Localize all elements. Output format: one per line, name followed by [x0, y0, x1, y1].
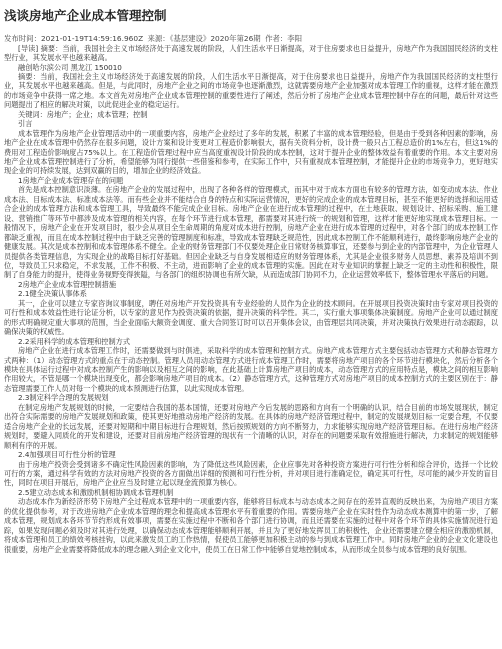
publish-time: 发布时间：2021-01-19T14:59:16.960Z — [4, 34, 144, 43]
paragraph: 成本管理作为房地产企业管理活动中的一项重要内容，房地产企业经过了多年的发展，积累了丰富的成本管理经验，但是由于受到各种因素的影响，房地产企业在成本管理中仍然存在很多问题，设计方案和设计变更对工程造价影响很大，据有关资料分析，设计费一般只占工程总造价的1%左右，但这1%的费用对工程造价影响度占75%以上。在工程造价管理过程中应当高度重视设计阶段的成本控制，这对于提升企业的整体效益有着重要的作用。本文主要对房地产企业成本管理控制进行了分析，希望能够为同行提供一些借鉴和参考，在实际工作中，只有重视成本管理控制，才能提升企业的市场竞争力，更好地实现企业的可持续发展，达到双赢的目的，增加企业的经济效益。 — [4, 128, 498, 176]
paragraph: 关键词：房地产；企业；成本管理；控制 — [18, 109, 148, 119]
paragraph: 在制定房地产发展规划的时候，一定要结合我国的基本国情，还要对房地产今后发展的思路和方向有一个明确的认识，结合目前的市场发展现状，制定出符合实际需要的房地产发展规划和政策，使其更好地推动房地产经济的发展。在具体的房地产经济管理过程中，制定的发展规划目标一定要合理，不仅要适合房地产企业的长远发展，还要对短期和中期目标进行合理规划，然后按照规划的方向不断努力，力求能够实现房地产经济管理目标。在进行房地产经济规划时，要避入同质化的开发和建设，还要对目前房地产经济管理的现状有一个清晰的认识，对存在的问题要采取有效措施进行解决，力求制定的规划能够顺利有序的开展。 — [4, 402, 498, 450]
paragraph: 融创哈尔滨公司 黑龙江 150010 — [18, 62, 122, 72]
author: 作者：李阳 — [265, 34, 303, 43]
paragraph: 摘要：当前，我国社会主义市场经济处于高速发展的阶段，人们生活水平日渐提高，对于住房要求也日益提升，房地产作为我国国民经济的支柱型行业，其发展水平也越来越高。但是，与此同时，房地产企业之间的市场竞争也逐渐激烈，这就需要房地产企业加强对成本管理工作的重视，这样才能在激烈的市场竞争中获得一席之地。本文首先对房地产企业成本管理控制的重要性进行了阐述，然后分析了房地产企业成本管理控制中存在的问题，最后针对这些问题提出了相应的解决对策，以此促进企业的稳定运行。 — [4, 71, 498, 110]
source: 来源：《基层建设》2020年第26期 — [147, 34, 261, 43]
section-heading: 引言 — [18, 119, 33, 129]
paragraph: 首先是成本控制意识淡薄。在房地产企业的发展过程中，出现了各种各样的管理模式，而其中对于成本方面也有较多的管理方法，如变动成本法、作业成本法、目标成本法、标准成本法等。而有些企业并不能结合自身的特点和实际运营情况，更好的完成企业的成本管理目标，甚至不能更好的选择和运用适合企业的成本管理方法和成本管理工具，导致最终不能完成企业目标。房地产企业在进行成本管理的过程中，在土地获取、规划设计、招标采购、施工建设、营销推广等环节中都涉及成本管理的相关内容，在每个环节进行成本管理，都需要对其进行统一的规划和管理，这样才能更好地实现成本管理目标。一般情况下，房地产企业在开发项目时，很少会从项目全生命周期的角度对成本进行控制，房地产企业在进行成本管理的过程中，对各个部门的成本控制工作都缺乏重视，而且在成本控制过程中由于缺乏完善的管理制度和标准，导致成本管理缺乏规范性，因此成本控制工作不能顺利进行，最终影响房地产企业的健康发展。其次是成本控制和成本管理体系不健全。企业的财务管理部门不仅要处理企业日常财务核算事宜，还要参与到企业的内部管理中，为企业管理人员提供各类管理信息，为实现企业的战略目标打好基础。但因企业缺乏与自身发展相适应的财务管理体系，尤其是企业很多财务人员思想、素养及培训不到位，导致员工只求稳定，不求发展，工作不积极、不主动，进而影响了企业的成本管理的实施。因此在对专业知识的掌握上缺乏一定的主动性和积极性，限制了自身能力的提升，使得业务视野变得狭隘，与各部门的组织协调也有所欠缺，从而造成部门协同不力，企业运营效率低下，整体管理水平落后的问题。 — [4, 185, 498, 280]
article-body — [4, 44, 498, 554]
article-title: 浅谈房地产企业成本管理控制 — [4, 8, 167, 23]
section-heading: 2.5建立动态成本和激励机制相协调成本管理机制 — [18, 487, 174, 497]
paragraph: [导读] 摘要：当前，我国社会主义市场经济处于高速发展的阶段，人们生活水平日渐提高，对于住房要求也日益提升，房地产作为我国国民经济的支柱型行业，其发展水平也越来越高。 — [4, 43, 498, 63]
paragraph: 其一，企业可以建立专家咨询议事制度，聘任对房地产开发投资具有专业经验的人员作为企业的技术顾问。在开展项目投资决策时由专家对项目投资的可行性和成本效益性进行论证分析，以专家的意见作为投资决策的依据，提升决策的科学性。其二，实行重大事项集体决策制度。房地产企业可以通过制度的形式明确规定重大事项的范围，当企业面临大额资金调度、重大合同签订时可以召开集体会议，由管理层共同决策，并对决策执行效果进行动态跟踪，以确保决策的权威性。 — [4, 298, 498, 337]
section-heading: 2.1健全决策认事体系 — [18, 289, 87, 299]
section-heading: 2.3制定科学合理的发展规划 — [18, 393, 109, 403]
section-heading: 2房地产企业成本管理控制措施 — [18, 279, 117, 289]
section-heading: 1房地产企业成本管理存在的问题 — [18, 175, 124, 185]
paragraph: 房地产企业在进行成本管理工作时，还需要做到与时俱进，采取科学的成本管理和控制方式。房地产成本管理方式主要包括动态管理方式和静态管理方式两种：（1）动态管理方式的重点在于动态控制。管理人员用动态管理方式进行成本管理工作时，需要将房地产项目的各个环节进行模块化，然后分析各个模块在具体运行过程中对成本控制产生的影响以及相互之间的影响，在此基础上计算房地产项目的成本，动态管理方式的应用特点是，模块之间的相互影响作用较大，不管是哪一个模块出现变化，都会影响房地产项目的成本。（2）静态管理方式，这种管理方式对房地产项目的成本控制方式的主要区别在于：静态管理需要工作人员对每一个模块的成本预测进行估算，以此实现成本管理。 — [4, 346, 498, 393]
section-heading: 2.4加强项目可行性分析的管理 — [18, 450, 116, 460]
paragraph: 动态成本作为新经济形势下房地产全过程成本管理中的一项重要内容，能够将目标成本与动态成本之间存在的差异直观的反映出来，为房地产项目方案的优化提供参考，对于改进房地产企业成本管理的理念和提高成本管理水平有着重要的作用。需要房地产企业在实时性作为动态成本测算中的第一步，了解成本管理，规划成本各环节节约形成有效事项，需要在实施过程中不断和各个部门进行协调，而且还需要在实施的过程中对各个环节的具体实施情况进行追踪，如果发现问题必须及时对其进行处理，以确保动态成本管理能够顺利开展，并且为了更好地发挥员工的积极性，企业还需要建立健全相应的激励机制，将成本管理和员工的绩效考核挂钩，以此来激发员工的工作热情，促使员工能够更加积极主动的参与到成本管理工作中。同时房地产企业的企业文化建设也很重要，房地产企业需要将降低成本的理念融入到企业文化中，使员工在日常工作中能够自觉地控制成本，从而形成全员参与成本管理的良好氛围。 — [4, 497, 498, 554]
article-meta — [4, 34, 498, 44]
paragraph: 由于房地产投资会受到诸多不确定性风险因素的影响，为了降低这些风险因素，企业应事先对各种投资方案进行可行性分析和综合评价，选择一个比较可行的方案，通过科学有效的方法对房地产投资的各方面做出详细的预测和可行性分析，并对项目进行准确定位，确定其可行性，尽可能的减少开发的盲目性，同时在项目开展后，房地产企业应当及时建立起以现金流预算为核心。 — [4, 459, 498, 488]
section-heading: 2.2采用科学的成本管理和控制方式 — [18, 336, 131, 346]
